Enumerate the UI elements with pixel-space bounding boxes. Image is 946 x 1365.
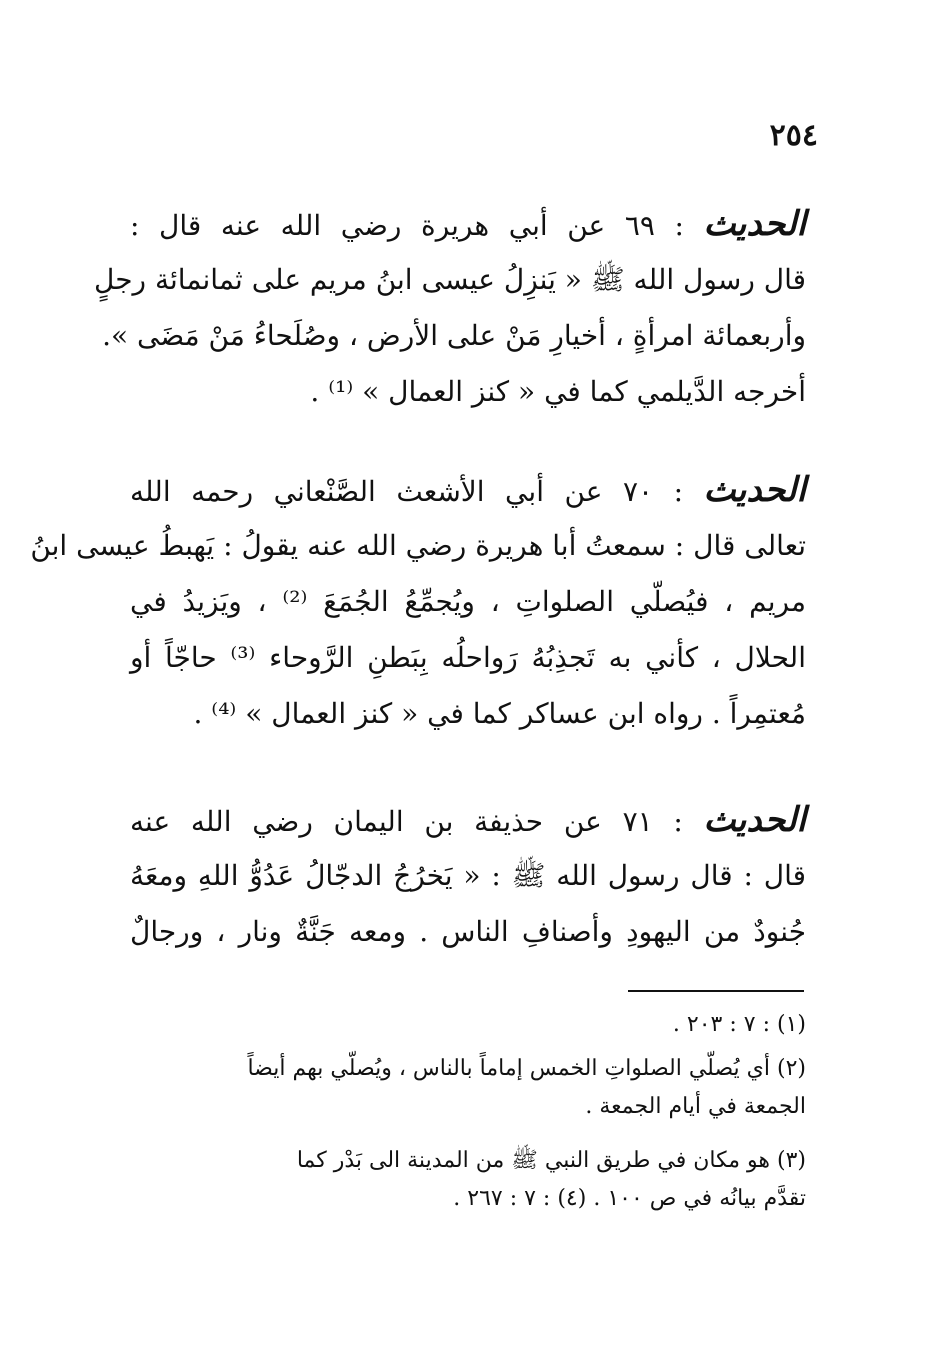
- hadith-line: : ٧٠ عن أبي الأشعث الصَّنْعاني رحمه الله: [130, 475, 684, 508]
- hadith-keyword: الحديث: [703, 470, 806, 510]
- hadith-line: الحلال ، كأني به تَجذِبُهُ رَواحلُه بِبَطنِ الرَّوحاء ⁽³⁾ حاجّاً أو: [130, 641, 806, 674]
- hadith-line: مريم ، فيُصلّي الصلواتِ ، ويُجمِّعُ الجُمَعَ ⁽²⁾ ، ويَزيدُ في: [130, 585, 806, 618]
- footnote-line: (١) : ٧ : ٢٠٣ .: [672, 1012, 806, 1037]
- hadith-line: وأربعمائة امرأةٍ ، أخيارِ مَنْ على الأرض ، وصُلَحاءُ مَنْ مَضَى ».: [102, 319, 806, 352]
- hadith-69: [94, 196, 806, 420]
- footnote-line: (٣) هو مكان في طريق النبي ﷺ من المدينة الى بَدْر كما: [296, 1148, 806, 1173]
- hadith-line: : ٧١ عن حذيفة بن اليمان رضي الله عنه: [130, 805, 683, 838]
- hadith-heading: [130, 462, 806, 518]
- hadith-line: جُنودٌ من اليهودِ وأصنافِ الناس . ومعه جَنَّةٌ ونار ، ورجالٌ: [130, 915, 806, 948]
- footnote-line: تقدَّم بيانُه في ص ١٠٠ . (٤) : ٧ : ٢٦٧ .: [453, 1186, 806, 1211]
- footnote-divider: [628, 990, 804, 992]
- hadith-line: أخرجه الدَّيلمي كما في « كنز العمال » ⁽¹⁾ .: [310, 375, 806, 408]
- hadith-line: تعالى قال : سمعتُ أبا هريرة رضي الله عنه يقولُ : يَهبطُ عيسى ابنُ: [30, 529, 806, 562]
- hadith-line: مُعتمِراً . رواه ابن عساكر كما في « كنز العمال » ⁽⁴⁾ .: [193, 697, 806, 730]
- hadith-line: قال رسول الله ﷺ « يَنزِلُ عيسى ابنُ مريم على ثمانمائة رجلٍ: [94, 263, 806, 296]
- footnote-2: [130, 1050, 806, 1126]
- hadith-71: [130, 792, 806, 960]
- hadith-heading: [130, 196, 806, 252]
- footnote-1: [130, 1006, 806, 1044]
- hadith-70: [30, 462, 806, 742]
- footnote-3: [130, 1142, 806, 1218]
- hadith-keyword: الحديث: [703, 800, 806, 840]
- hadith-heading: [130, 792, 806, 848]
- hadith-keyword: الحديث: [703, 204, 806, 244]
- page-number: ٢٥٤: [769, 118, 818, 153]
- hadith-line: قال : قال رسول الله ﷺ : « يَخرُجُ الدجّالُ عَدُوُّ اللهِ ومعَهُ: [130, 859, 806, 892]
- footnote-line: الجمعة في أيام الجمعة .: [585, 1094, 806, 1119]
- footnote-line: (٢) أي يُصلّي الصلواتِ الخمس إماماً بالناس ، ويُصلّي بهم أيضاً: [247, 1056, 806, 1081]
- hadith-line: : ٦٩ عن أبي هريرة رضي الله عنه قال :: [130, 209, 684, 242]
